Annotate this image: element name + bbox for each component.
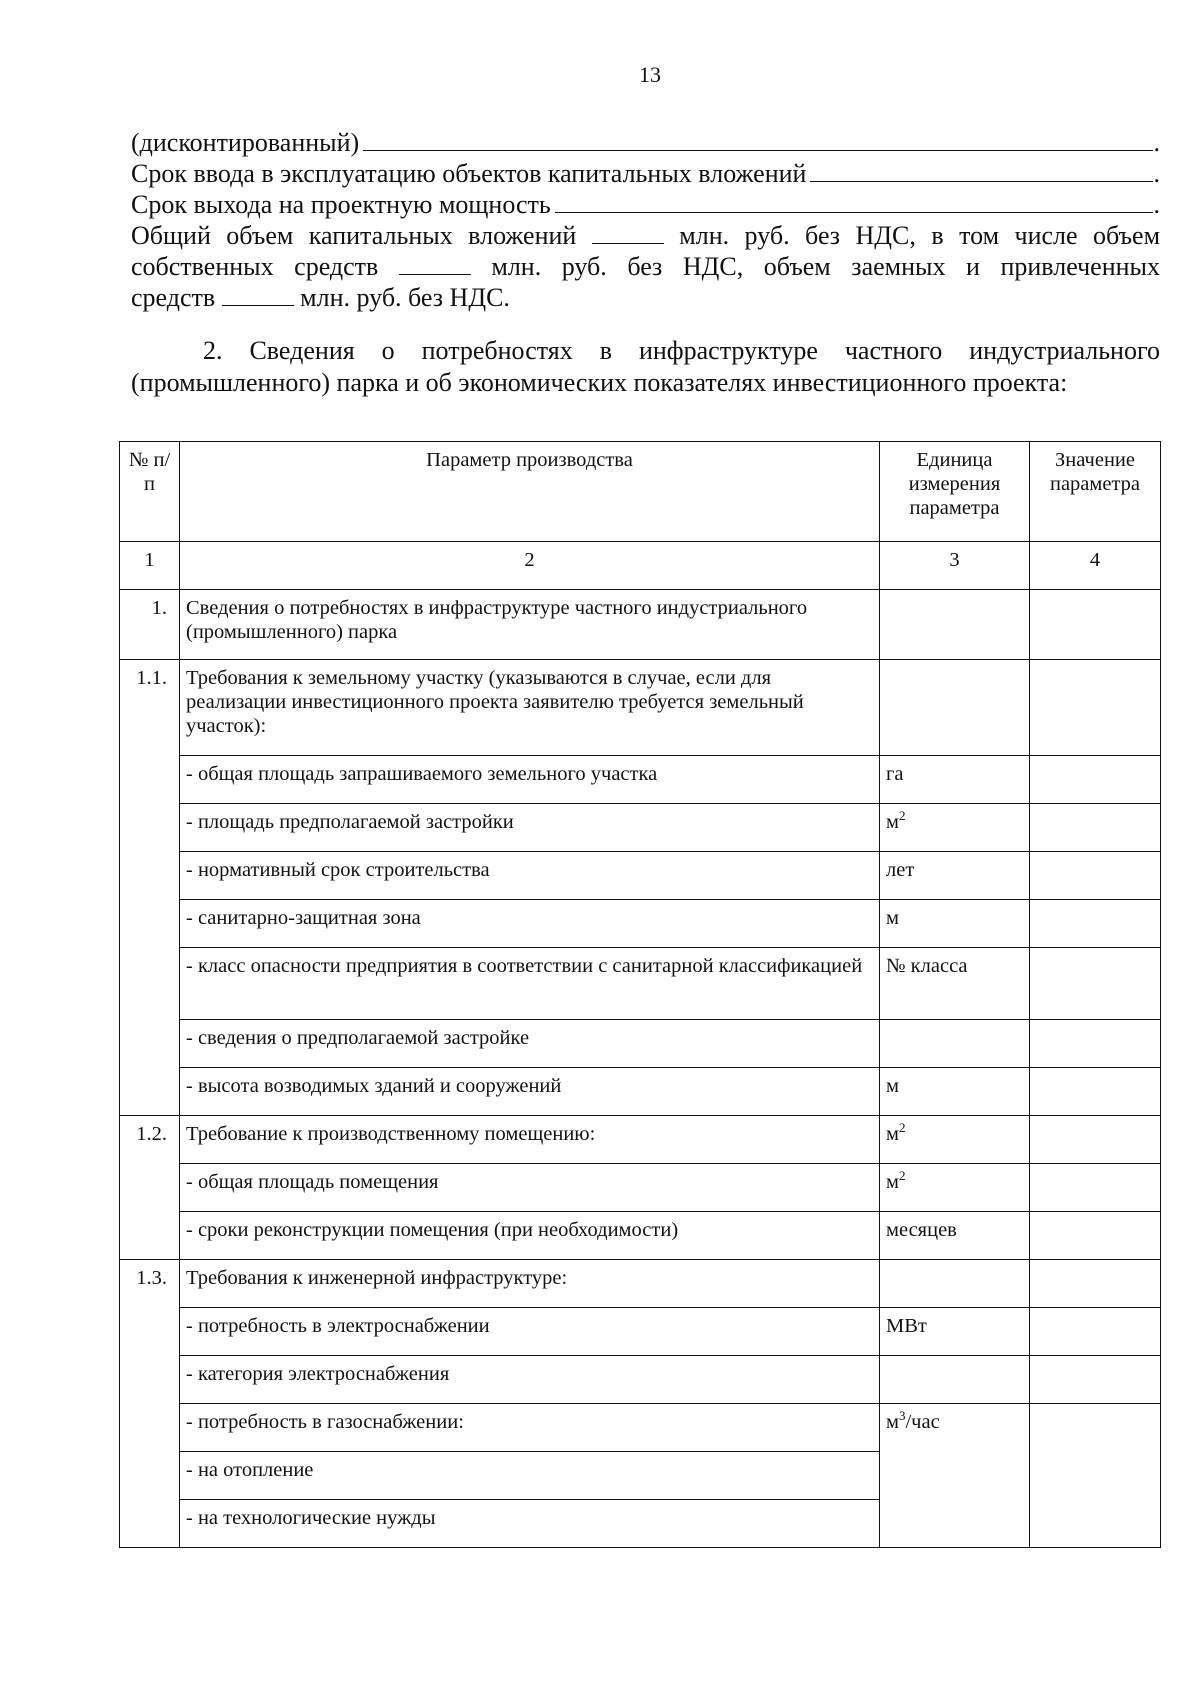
param-cell: - класс опасности предприятия в соответствии с санитарной классификацией (180, 948, 880, 1020)
table-row (120, 900, 1161, 948)
table-row (120, 590, 1161, 660)
column-number-row (120, 542, 1161, 590)
param-cell: - высота возводимых зданий и сооружений (180, 1068, 880, 1116)
unit-cell: $м^2$ (880, 1116, 1030, 1164)
value-cell[interactable] (1030, 1308, 1161, 1356)
param-cell: - общая площадь запрашиваемого земельного участка (180, 756, 880, 804)
intro-line-capacity: Срок выхода на проектную мощность . (131, 190, 1160, 219)
value-cell[interactable] (1030, 1212, 1161, 1260)
row-number: 1.3. (120, 1260, 180, 1548)
value-cell[interactable] (1030, 900, 1161, 948)
value-cell[interactable] (1030, 1164, 1161, 1212)
table-row (120, 1260, 1161, 1308)
commissioning-label: Срок ввода в эксплуатацию объектов капитальных вложений (131, 159, 807, 188)
param-cell: - сроки реконструкции помещения (при необходимости) (180, 1212, 880, 1260)
capacity-blank[interactable] (555, 190, 1153, 213)
param-cell: - категория электроснабжения (180, 1356, 880, 1404)
param-cell: Требования к земельному участку (указываются в случае, если для реализации инвестиционного проекта заявителю требуется земельный участок): (180, 660, 880, 756)
table-row (120, 1308, 1161, 1356)
table-row (120, 1068, 1161, 1116)
table-row (120, 948, 1161, 1020)
unit-cell: м (880, 1068, 1030, 1116)
intro-line-investment: Общий объем капитальных вложений млн. руб. без НДС, в том числе объем (131, 221, 1161, 250)
header-value: Значение параметра (1030, 442, 1161, 542)
unit-cell (880, 660, 1030, 756)
value-cell[interactable] (1030, 1260, 1161, 1308)
table-row (120, 804, 1161, 852)
own-funds-blank[interactable] (399, 252, 471, 275)
row-number: 1.2. (120, 1116, 180, 1260)
param-cell: - нормативный срок строительства (180, 852, 880, 900)
discounted-label: (дисконтированный) (131, 128, 360, 157)
col-number: 3 (880, 542, 1030, 590)
total-investment-blank[interactable] (592, 221, 664, 244)
intro-line-discounted: (дисконтированный) . (131, 128, 1160, 157)
col-number: 4 (1030, 542, 1161, 590)
param-cell: - площадь предполагаемой застройки (180, 804, 880, 852)
param-cell: - потребность в газоснабжении: (180, 1404, 880, 1452)
unit-cell: лет (880, 852, 1030, 900)
header-num: № п/п (120, 442, 180, 542)
unit-cell (880, 1356, 1030, 1404)
unit-cell: месяцев (880, 1212, 1030, 1260)
table-row (120, 756, 1161, 804)
value-cell[interactable] (1030, 590, 1161, 660)
commissioning-blank[interactable] (810, 159, 1152, 182)
unit-cell (880, 1260, 1030, 1308)
page-number: 13 (639, 62, 661, 87)
value-cell[interactable] (1030, 756, 1161, 804)
param-cell: Сведения о потребностях в инфраструктуре частного индустриального (промышленного) парка (180, 590, 880, 660)
value-cell[interactable] (1030, 1020, 1161, 1068)
table-header-row (120, 442, 1161, 542)
unit-cell (880, 1020, 1030, 1068)
param-cell: - на технологические нужды (180, 1500, 880, 1548)
table-row (120, 852, 1161, 900)
unit-cell: $м^2$ (880, 1164, 1030, 1212)
table-row (120, 1212, 1161, 1260)
col-number: 1 (120, 542, 180, 590)
table-row (120, 1356, 1161, 1404)
value-cell[interactable] (1030, 1404, 1161, 1548)
unit-cell: $м^3$/час (880, 1404, 1030, 1548)
unit-cell: га (880, 756, 1030, 804)
table-row (120, 1116, 1161, 1164)
row-number: 1. (120, 590, 180, 660)
infrastructure-table (119, 441, 1161, 1548)
row-number: 1.1. (120, 660, 180, 1116)
section-2-heading: 2. Сведения о потребностях в инфраструктуре частного индустриального (промышленного) парка и об экономических показателях инвестиционного проекта: (131, 336, 1160, 397)
header-unit: Единица измерения параметра (880, 442, 1030, 542)
value-cell[interactable] (1030, 660, 1161, 756)
table-row (120, 1020, 1161, 1068)
param-cell: - потребность в электроснабжении (180, 1308, 880, 1356)
value-cell[interactable] (1030, 804, 1161, 852)
unit-cell (880, 590, 1030, 660)
value-cell[interactable] (1030, 1116, 1161, 1164)
value-cell[interactable] (1030, 852, 1161, 900)
header-param: Параметр производства (180, 442, 880, 542)
col-number: 2 (180, 542, 880, 590)
intro-line-own-funds: собственных средств млн. руб. без НДС, объем заемных и привлеченных (131, 252, 1160, 281)
table-row (120, 1164, 1161, 1212)
param-cell: - на отопление (180, 1452, 880, 1500)
param-cell: Требование к производственному помещению: (180, 1116, 880, 1164)
table-row (120, 660, 1161, 756)
param-cell: - сведения о предполагаемой застройке (180, 1020, 880, 1068)
intro-line-commissioning: Срок ввода в эксплуатацию объектов капитальных вложений . (131, 159, 1160, 188)
unit-cell: МВт (880, 1308, 1030, 1356)
unit-cell: $м^2$ (880, 804, 1030, 852)
value-cell[interactable] (1030, 1068, 1161, 1116)
value-cell[interactable] (1030, 948, 1161, 1020)
unit-cell: м (880, 900, 1030, 948)
table-row (120, 1404, 1161, 1452)
param-cell: - общая площадь помещения (180, 1164, 880, 1212)
param-cell: Требования к инженерной инфраструктуре: (180, 1260, 880, 1308)
discounted-blank[interactable] (363, 128, 1152, 151)
capacity-label: Срок выхода на проектную мощность (131, 190, 551, 219)
intro-line-borrowed: средств млн. руб. без НДС. (131, 283, 510, 312)
borrowed-funds-blank[interactable] (222, 283, 294, 306)
intro-text (131, 127, 1160, 313)
value-cell[interactable] (1030, 1356, 1161, 1404)
param-cell: - санитарно-защитная зона (180, 900, 880, 948)
unit-cell: № класса (880, 948, 1030, 1020)
